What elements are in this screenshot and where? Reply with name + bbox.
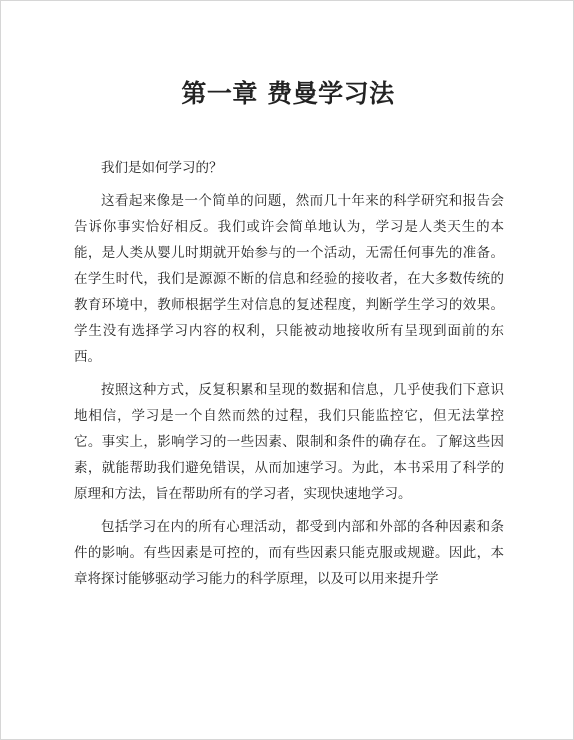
paragraph: 包括学习在内的所有心理活动，都受到内部和外部的各种因素和条件的影响。有些因素是可控的，而有些因素只能克服或规避。因此，本章将探讨能够驱动学习能力的科学原理，以及可以用来提升学 <box>74 519 504 587</box>
chapter-title: 第一章 费曼学习法 <box>181 79 395 108</box>
paragraph: 按照这种方式，反复积累和呈现的数据和信息，几乎使我们下意识地相信，学习是一个自然而然的过程，我们只能监控它，但无法掌控它。事实上，影响学习的一些因素、限制和条件的确存在。了解这些因素，就能帮助我们避免错误，从而加速学习。为此，本书采用了科学的原理和方法，旨在帮助所有的学习者，实现快速地学习。 <box>74 382 504 502</box>
paragraph: 我们是如何学习的？ <box>101 160 223 176</box>
chapter-body <box>74 155 504 599</box>
paragraph: 这看起来像是一个简单的问题，然而几十年来的科学研究和报告会告诉你事实恰好相反。我们或许会简单地认为，学习是人类天生的本能，是人类从婴儿时期就开始参与的一个活动，无需任何事先的准备。在学生时代，我们是源源不断的信息和经验的接收者，在大多数传统的教育环境中，教师根据学生对信息的复述程度，判断学生学习的效果。学生没有选择学习内容的权利，只能被动地接收所有呈现到面前的东西。 <box>74 193 504 365</box>
